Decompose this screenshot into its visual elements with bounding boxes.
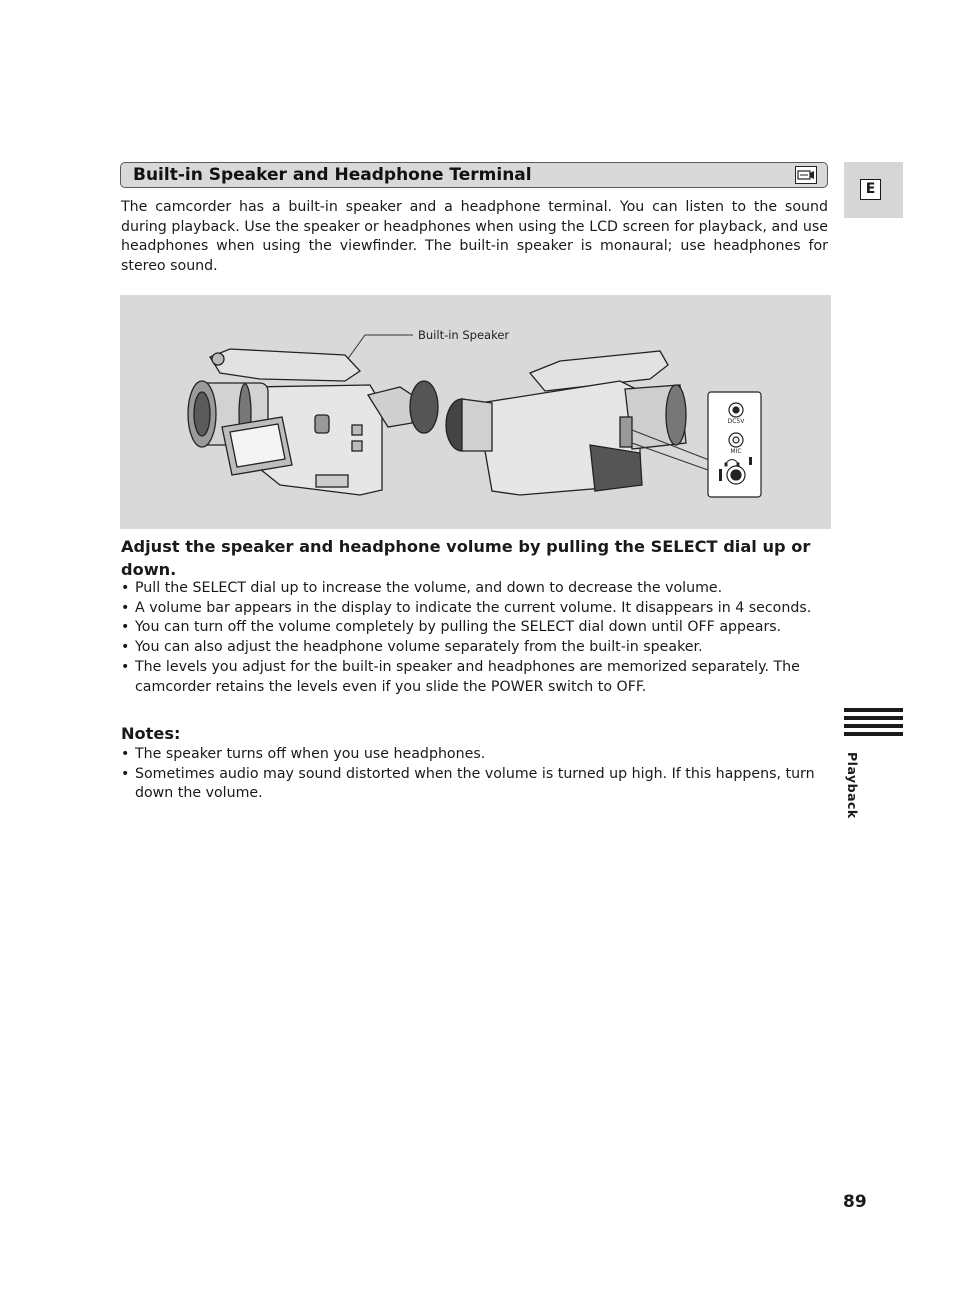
camcorder-figure xyxy=(120,295,831,529)
notes-bullet-list xyxy=(121,745,821,804)
camcorder-left-illustration xyxy=(188,349,438,495)
list-item: • You can turn off the volume completely by pulling the SELECT dial down until OFF appears. xyxy=(121,618,821,638)
camcorder-right-illustration xyxy=(446,351,686,495)
step-heading: Adjust the speaker and headphone volume by pulling the SELECT dial up or down. xyxy=(121,537,811,579)
intro-paragraph: The camcorder has a built-in speaker and a headphone terminal. You can listen to the sound during playback. Use the speaker or headphones when using the LCD screen for playback, and use headphones when using the viewfinder. The built-in speaker is monaural; use headphones for stereo sound. xyxy=(121,199,828,274)
list-item: • The speaker turns off when you use headphones. xyxy=(121,745,821,765)
list-item: • The levels you adjust for the built-in speaker and headphones are memorized separately. The camcorder retains the levels even if you slide the POWER switch to OFF. xyxy=(121,658,821,697)
notes-heading: Notes: xyxy=(121,724,181,743)
list-item: • Pull the SELECT dial up to increase the volume, and down to decrease the volume. xyxy=(121,579,821,599)
page-number: 89 xyxy=(843,1192,867,1212)
terminal-mic-label: MIC xyxy=(730,448,742,455)
chapter-stripes xyxy=(844,708,903,740)
vcr-playback-mode-icon xyxy=(795,166,817,184)
list-item: • You can also adjust the headphone volume separately from the built-in speaker. xyxy=(121,638,821,658)
step-bullet-list xyxy=(121,579,821,697)
section-title-bar xyxy=(120,162,828,188)
language-label: E xyxy=(860,179,881,200)
terminal-inset xyxy=(708,392,761,497)
language-tab xyxy=(844,162,903,218)
terminal-dc-label: DC5V xyxy=(727,418,745,425)
section-title: Built-in Speaker and Headphone Terminal xyxy=(133,165,532,185)
speaker-label: Built-in Speaker xyxy=(418,328,510,342)
list-item: • Sometimes audio may sound distorted when the volume is turned up high. If this happens, turn down the volume. xyxy=(121,765,821,804)
list-item: • A volume bar appears in the display to indicate the current volume. It disappears in 4 seconds. xyxy=(121,599,821,619)
chapter-label: Playback xyxy=(845,752,860,819)
